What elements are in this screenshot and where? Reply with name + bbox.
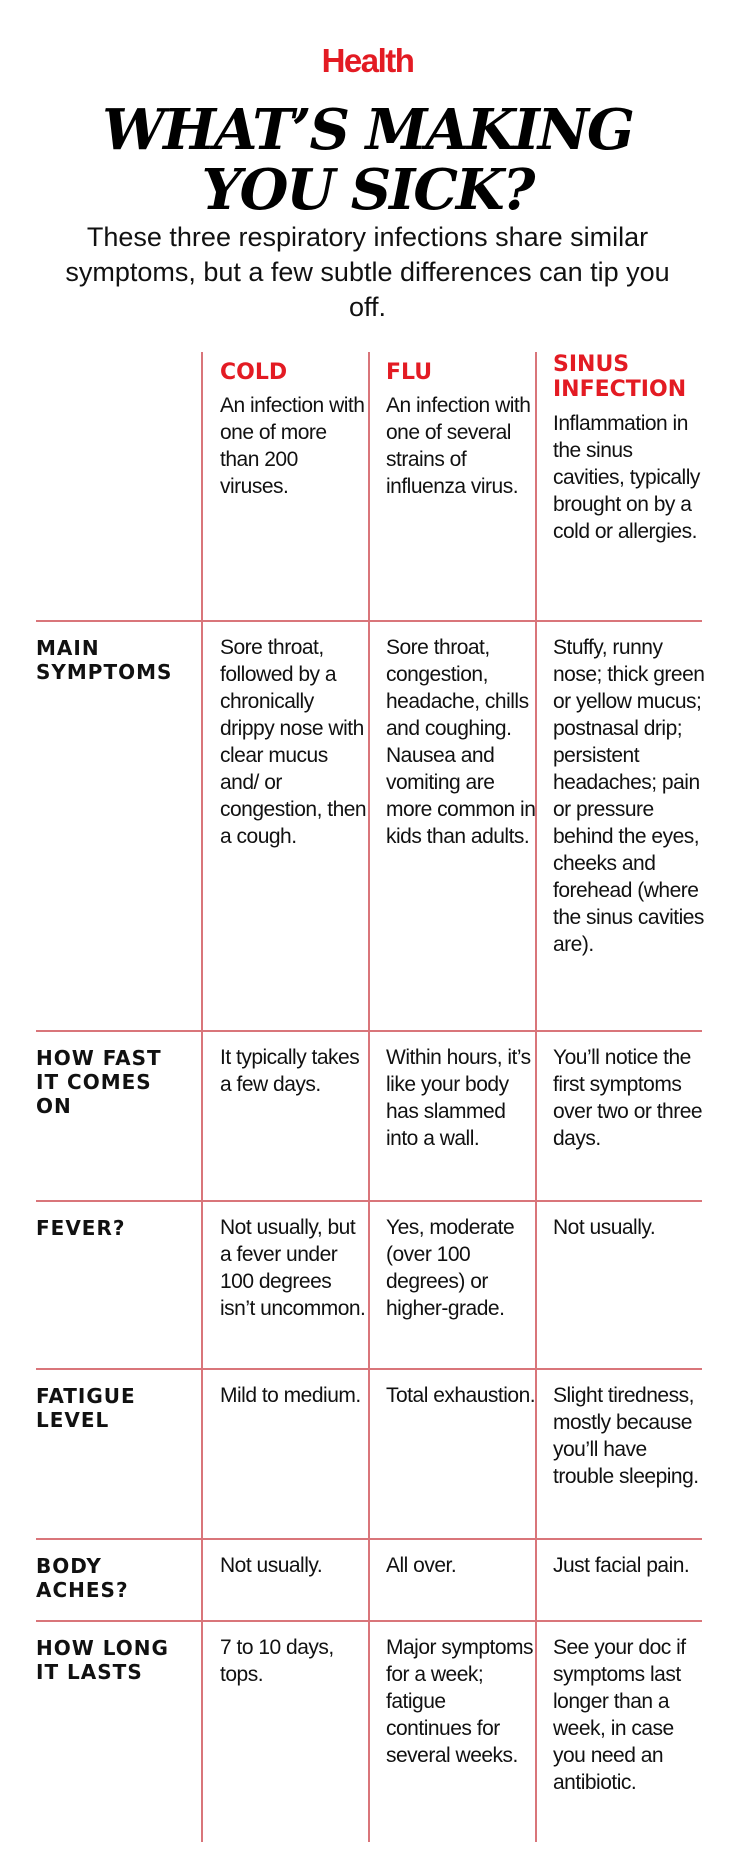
column-header-flu: FLU — [386, 360, 433, 385]
cell-how-fast-flu: Within hours, it’s like your body has slammed into a wall. — [386, 1046, 531, 1150]
row-divider-6 — [36, 1620, 702, 1622]
row-label-fever: FEVER? — [36, 1216, 126, 1240]
page-title-line-2: YOU SICK? — [201, 157, 534, 223]
cell-fever-cold: Not usually, but a fever under 100 degrees isn’t uncommon. — [220, 1216, 366, 1320]
cell-fever-sinus: Not usually. — [553, 1216, 656, 1239]
cell-how-long-cold: 7 to 10 days, tops. — [220, 1636, 334, 1686]
column-header-cold: COLD — [220, 360, 288, 385]
column-description-cold: An infection with one of more than 200 viruses. — [220, 394, 365, 498]
cell-body-aches-flu: All over. — [386, 1554, 457, 1577]
cell-main-symptoms-flu: Sore throat, congestion, headache, chills and coughing. Nausea and vomiting are more common in kids than adults. — [386, 636, 536, 848]
row-divider-3 — [36, 1200, 702, 1202]
row-divider-4 — [36, 1368, 702, 1370]
row-divider-1 — [36, 620, 702, 622]
cell-how-fast-sinus: You’ll notice the first symptoms over two or three days. — [553, 1046, 703, 1150]
row-label-main-symptoms: MAIN SYMPTOMS — [36, 636, 173, 684]
page-title-line-1: WHAT’S MAKING — [102, 97, 633, 163]
row-label-how-long: HOW LONG IT LASTS — [36, 1636, 169, 1684]
column-header-sinus-infection: SINUS INFECTION — [553, 352, 687, 402]
page-subtitle: These three respiratory infections share similar symptoms, but a few subtle differences can tip you off. — [65, 222, 670, 322]
column-divider-1 — [201, 352, 203, 1842]
column-description-flu: An infection with one of several strains of influenza virus. — [386, 394, 531, 498]
cell-main-symptoms-cold: Sore throat, followed by a chronically drippy nose with clear mucus and/ or congestion, then a cough. — [220, 636, 367, 848]
row-label-fatigue: FATIGUE LEVEL — [36, 1384, 136, 1432]
cell-how-long-flu: Major symptoms for a week; fatigue continues for several weeks. — [386, 1636, 534, 1767]
cell-body-aches-cold: Not usually. — [220, 1554, 323, 1577]
row-divider-2 — [36, 1030, 702, 1032]
column-description-sinus-infection: Inflammation in the sinus cavities, typically brought on by a cold or allergies. — [553, 412, 700, 543]
cell-main-symptoms-sinus: Stuffy, runny nose; thick green or yellow mucus; postnasal drip; persistent headaches; pain or pressure behind the eyes, cheeks and forehead (where the sinus cavities are). — [553, 636, 705, 956]
cell-fever-flu: Yes, moderate (over 100 degrees) or higher-grade. — [386, 1216, 515, 1320]
page-title — [0, 97, 735, 223]
cell-fatigue-cold: Mild to medium. — [220, 1384, 361, 1407]
row-label-how-fast: HOW FAST IT COMES ON — [36, 1046, 162, 1118]
row-divider-5 — [36, 1538, 702, 1540]
brand-logo: Health — [321, 42, 414, 79]
row-label-body-aches: BODY ACHES? — [36, 1554, 129, 1602]
cell-how-fast-cold: It typically takes a few days. — [220, 1046, 360, 1096]
cell-body-aches-sinus: Just facial pain. — [553, 1554, 690, 1577]
cell-fatigue-flu: Total exhaustion. — [386, 1384, 536, 1407]
cell-fatigue-sinus: Slight tiredness, mostly because you’ll have trouble sleeping. — [553, 1384, 699, 1488]
cell-how-long-sinus: See your doc if symptoms last longer than a week, in case you need an antibiotic. — [553, 1636, 686, 1794]
